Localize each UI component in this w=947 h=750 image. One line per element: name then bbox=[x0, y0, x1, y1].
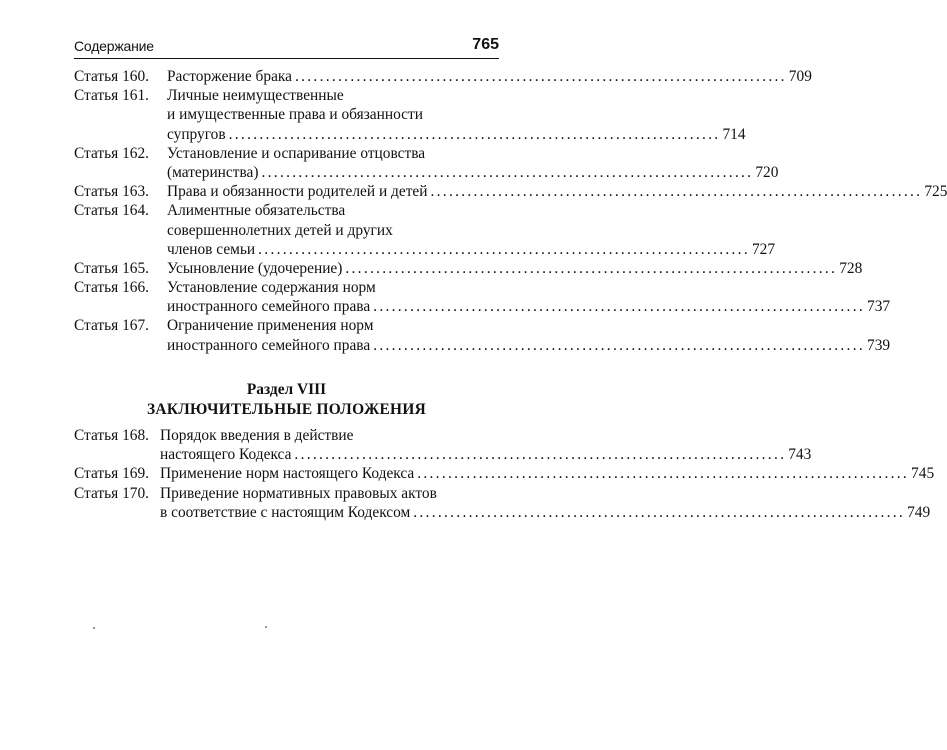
toc-entry-line bbox=[74, 503, 931, 522]
toc-entry-line bbox=[74, 86, 499, 105]
article-title-text: настоящего Кодекса bbox=[160, 446, 292, 464]
article-page-number: 739 bbox=[867, 336, 891, 354]
article-page-number: 728 bbox=[839, 259, 863, 277]
scan-speck bbox=[93, 627, 95, 629]
article-label: Статья 169. bbox=[74, 465, 150, 483]
dot-leader: ................................................................................ bbox=[417, 465, 910, 483]
toc-entry bbox=[74, 201, 776, 259]
article-label: Статья 161. bbox=[74, 87, 150, 105]
dot-leader: ................................................................................ bbox=[261, 163, 754, 181]
article-title-text: Алиментные обязательства bbox=[167, 202, 346, 220]
toc-entry bbox=[74, 464, 935, 483]
toc-entry-line bbox=[74, 125, 746, 144]
article-page-number: 725 bbox=[924, 183, 947, 201]
page-number: 765 bbox=[472, 36, 499, 53]
article-title-text: иностранного семейного права bbox=[167, 298, 371, 316]
article-label: Статья 167. bbox=[74, 317, 150, 335]
article-label: Статья 165. bbox=[74, 259, 150, 277]
toc-list-part-a bbox=[74, 67, 947, 355]
dot-leader: ................................................................................ bbox=[228, 125, 721, 143]
toc-entry bbox=[74, 278, 891, 316]
section-title: ЗАКЛЮЧИТЕЛЬНЫЕ ПОЛОЖЕНИЯ bbox=[146, 401, 426, 418]
article-page-number: 749 bbox=[907, 503, 931, 521]
toc-entry-line bbox=[74, 278, 499, 297]
toc-entry-line bbox=[74, 426, 499, 445]
dot-leader: ................................................................................ bbox=[373, 298, 865, 316]
toc-entry bbox=[74, 316, 891, 354]
article-label: Статья 160. bbox=[74, 68, 150, 85]
article-title-text: Усыновление (удочерение) bbox=[167, 259, 343, 277]
dot-leader: ................................................................................ bbox=[430, 183, 923, 201]
article-title-text: Приведение нормативных правовых актов bbox=[160, 484, 437, 502]
toc-entry-line bbox=[74, 240, 776, 259]
toc-entry-line bbox=[74, 297, 891, 316]
toc-entry bbox=[74, 67, 812, 86]
dot-leader: ................................................................................ bbox=[294, 68, 787, 85]
article-label: Статья 166. bbox=[74, 279, 150, 297]
article-title-text: Применение норм настоящего Кодекса bbox=[160, 465, 415, 483]
article-page-number: 720 bbox=[755, 163, 779, 181]
running-head bbox=[74, 36, 499, 56]
article-title-text: Права и обязанности родителей и детей bbox=[167, 183, 428, 201]
toc-entry-line bbox=[74, 182, 947, 201]
toc-entry-line bbox=[74, 464, 935, 483]
dot-leader: ................................................................................ bbox=[345, 259, 838, 277]
article-page-number: 743 bbox=[788, 446, 812, 464]
toc-entry-line bbox=[74, 67, 812, 86]
dot-leader: ................................................................................ bbox=[258, 240, 750, 258]
dot-leader: ................................................................................ bbox=[294, 446, 787, 464]
article-title-text: иностранного семейного права bbox=[167, 336, 371, 354]
running-head-title: Содержание bbox=[74, 38, 154, 54]
toc-entry-line bbox=[74, 259, 863, 278]
article-page-number: 737 bbox=[867, 298, 891, 316]
article-label: Статья 170. bbox=[74, 484, 150, 502]
toc-entry bbox=[74, 144, 779, 182]
article-title-text: членов семьи bbox=[167, 240, 256, 258]
toc-entry bbox=[74, 182, 947, 201]
article-label: Статья 163. bbox=[74, 183, 150, 201]
toc-entry-line bbox=[74, 336, 891, 355]
article-title-text: Ограничение применения норм bbox=[167, 317, 374, 335]
article-title-text: (материнства) bbox=[167, 163, 259, 181]
toc-list-part-b bbox=[74, 426, 935, 522]
article-title-text: в соответствие с настоящим Кодексом bbox=[160, 503, 411, 521]
dot-leader: ................................................................................ bbox=[373, 336, 865, 354]
scan-speck bbox=[265, 626, 267, 628]
article-label: Статья 162. bbox=[74, 144, 150, 162]
toc-entry-line bbox=[74, 105, 499, 124]
toc-entry-line bbox=[74, 201, 499, 220]
article-title-text: Установление содержания норм bbox=[167, 279, 376, 297]
article-label: Статья 168. bbox=[74, 427, 150, 444]
dot-leader: ................................................................................ bbox=[413, 503, 906, 521]
toc-entry-line bbox=[74, 221, 499, 240]
header-rule bbox=[74, 58, 499, 59]
toc-entry-line bbox=[74, 144, 499, 163]
article-title-text: Установление и оспаривание отцовства bbox=[167, 144, 426, 162]
article-title-text: супругов bbox=[167, 125, 226, 143]
article-title-text: Личные неимущественные bbox=[167, 87, 344, 105]
article-label: Статья 164. bbox=[74, 202, 150, 220]
article-page-number: 727 bbox=[751, 240, 776, 258]
article-page-number: 714 bbox=[722, 125, 746, 143]
toc-entry-line bbox=[74, 163, 779, 182]
article-page-number: 745 bbox=[911, 465, 935, 483]
article-title-text: Порядок введения в действие bbox=[160, 427, 354, 444]
toc-entry bbox=[74, 426, 812, 464]
section-number: Раздел VIII bbox=[246, 381, 327, 398]
toc-entry bbox=[74, 259, 863, 278]
toc-entry-line bbox=[74, 316, 499, 335]
toc-entry-line bbox=[74, 445, 812, 464]
article-page-number: 709 bbox=[788, 68, 812, 85]
article-title-text: и имущественные права и обязанности bbox=[167, 106, 423, 124]
toc-entry bbox=[74, 86, 746, 144]
toc-entry bbox=[74, 484, 931, 522]
toc-entry-line bbox=[74, 484, 499, 503]
article-title-text: Расторжение брака bbox=[167, 68, 292, 85]
article-title-text: совершеннолетних детей и других bbox=[167, 221, 393, 239]
